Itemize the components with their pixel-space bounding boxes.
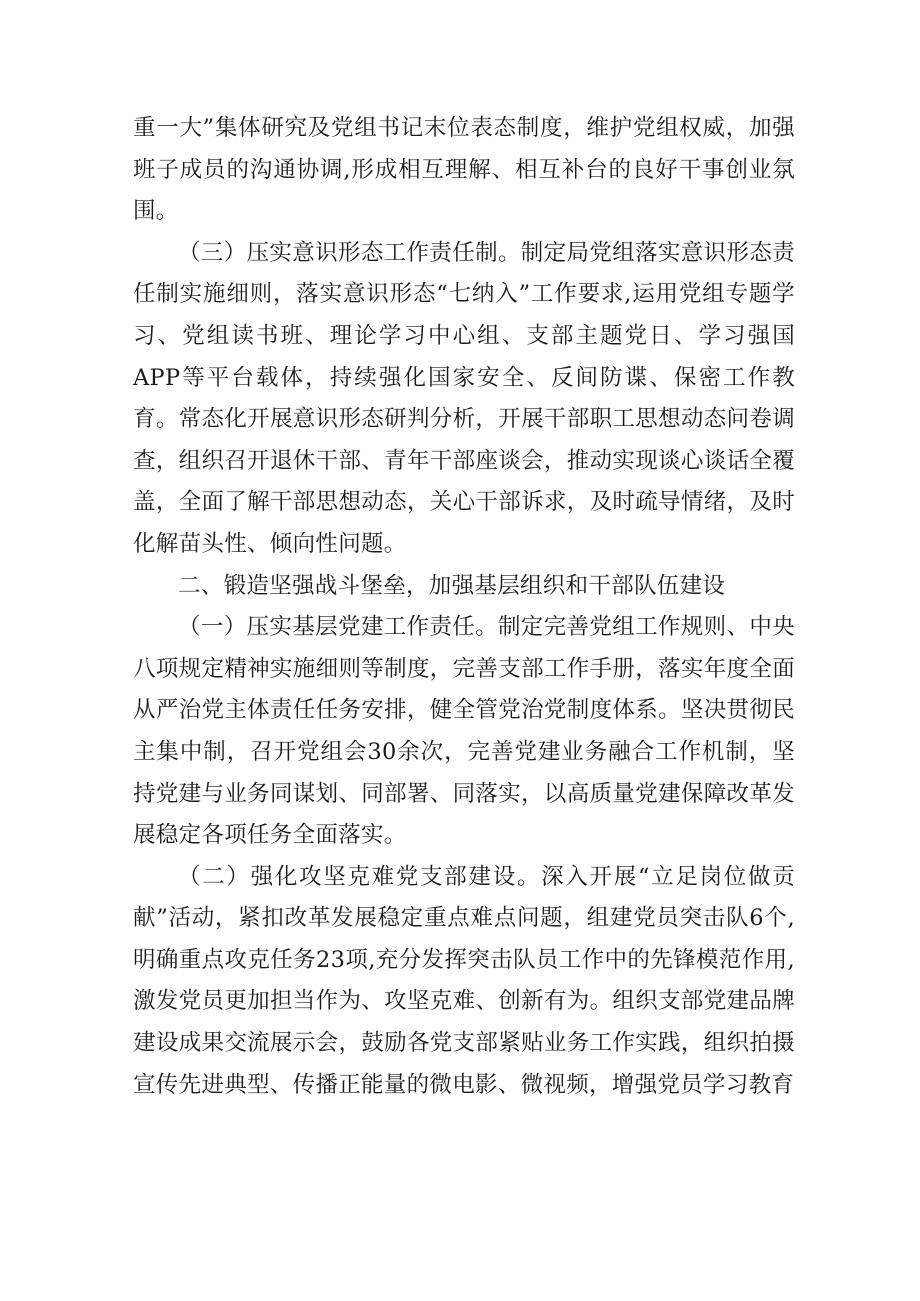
paragraph-ideology-responsibility: （三）压实意识形态工作责任制。制定局党组落实意识形态责任制实施细则，落实意识形态“七纳入”工作要求,运用党组专题学习、党组读书班、理论学习中心组、支部主题党日、学习强国APP等平台载体，持续强化国家安全、反间防谍、保密工作教育。常态化开展意识形态研判分析，开展干部职工思想动态问卷调查，组织召开退休干部、青年干部座谈会，推动实现谈心谈话全覆盖，全面了解干部思想动态，关心干部诉求，及时疏导情绪，及时化解苗头性、倾向性问题。 [133, 239, 795, 557]
section-heading-grassroots-organization: 二、锻造坚强战斗堡垒，加强基层组织和干部队伍建设 [178, 572, 726, 599]
paragraph-party-branch-construction: （二）强化攻坚克难党支部建设。深入开展“立足岗位做贡献”活动，紧扣改革发展稳定重点难点问题，组建党员突击队6个,明确重点攻克任务23项,充分发挥突击队员工作中的先锋模范作用,激发党员更加担当作为、攻坚克难、创新有为。组织支部党建品牌建设成果交流展示会，鼓励各党支部紧贴业务工作实践，组织拍摄宣传先进典型、传播正能量的微电影、微视频，增强党员学习教育 [133, 863, 795, 1098]
document-body [133, 108, 795, 1106]
paragraph-grassroots-party-building: （一）压实基层党建工作责任。制定完善党组工作规则、中央八项规定精神实施细则等制度，完善支部工作手册，落实年度全面从严治党主体责任任务安排，健全管党治党制度体系。坚决贯彻民主集中制，召开党组会30余次，完善党建业务融合工作机制，坚持党建与业务同谋划、同部署、同落实，以高质量党建保障改革发展稳定各项任务全面落实。 [133, 614, 795, 849]
paragraph-continuation: 重一大”集体研究及党组书记末位表态制度，维护党组权威，加强班子成员的沟通协调,形成相互理解、相互补台的良好干事创业氛围。 [133, 115, 795, 225]
